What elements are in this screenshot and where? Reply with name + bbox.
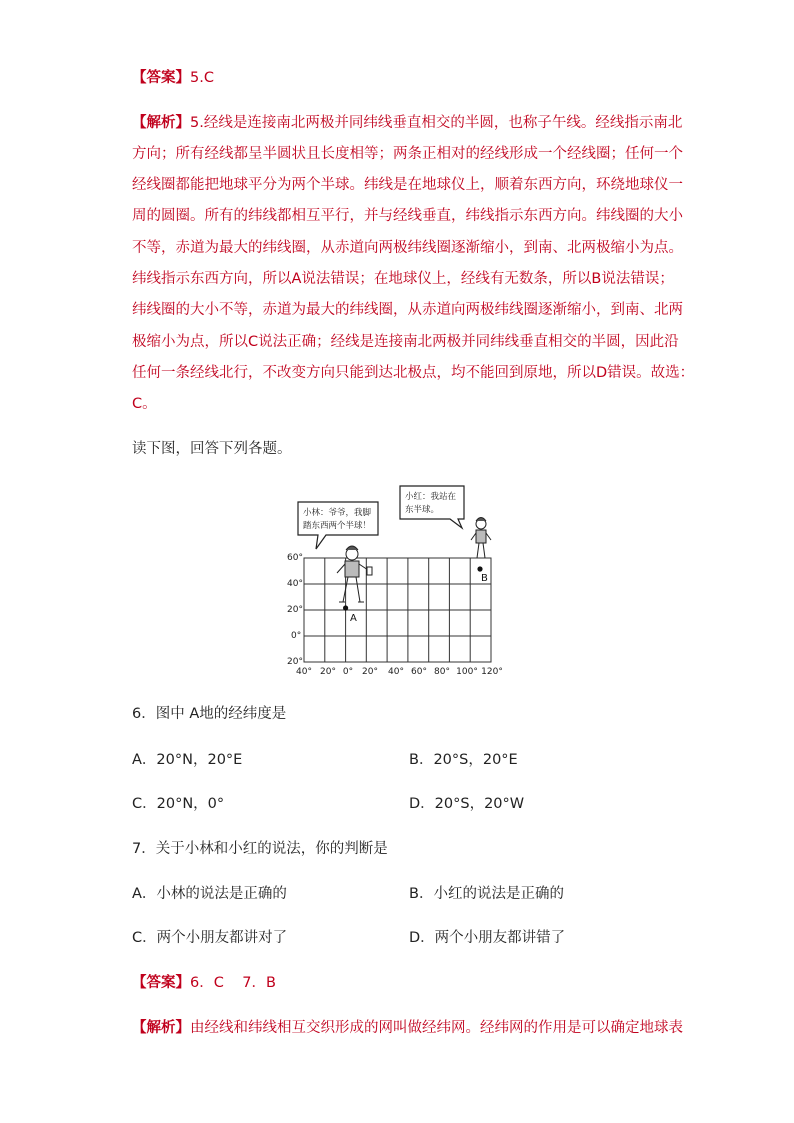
point-b-dot bbox=[477, 566, 482, 571]
q6-option-d[interactable]: D．20°S，20°W bbox=[409, 796, 525, 812]
q7-option-c[interactable]: C．两个小朋友都讲对了 bbox=[132, 930, 288, 946]
analysis-line-3: 周的圆圈。所有的纬线都相互平行，并与经线垂直，纬线指示东西方向。纬线圈的大小 bbox=[132, 208, 683, 224]
analysis-line-6: 纬线圈的大小不等，赤道为最大的纬线圈，从赤道向两极纬线圈逐渐缩小，到南、北两 bbox=[132, 302, 683, 318]
q7-option-d[interactable]: D．两个小朋友都讲错了 bbox=[409, 930, 566, 946]
analysis-tag: 【解析】 bbox=[132, 115, 190, 131]
analysis-line-7: 极缩小为点，所以C说法正确；经线是连接南北两极并同纬线垂直相交的半圆，因此沿 bbox=[132, 334, 679, 350]
analysis-line-8: 任何一条经线北行，不改变方向只能到达北极点，均不能回到原地，所以D错误。故选： bbox=[132, 365, 695, 381]
answer-text: 5.C bbox=[190, 70, 214, 86]
lat-label-20s: 20° bbox=[287, 657, 303, 667]
analysis2-line bbox=[132, 1016, 683, 1037]
point-b-label: B bbox=[481, 573, 488, 584]
analysis-line-9: C。 bbox=[132, 396, 157, 412]
q6-option-b[interactable]: B．20°S，20°E bbox=[409, 752, 518, 768]
q7-stem: 7．关于小林和小红的说法，你的判断是 bbox=[132, 841, 388, 857]
reading-prompt: 读下图，回答下列各题。 bbox=[132, 441, 292, 457]
analysis-line-2: 经线圈都能把地球平分为两个半球。纬线是在地球仪上，顺着东西方向，环绕地球仪一 bbox=[132, 177, 683, 193]
analysis2-tag: 【解析】 bbox=[132, 1020, 190, 1036]
lat-label-20n: 20° bbox=[287, 605, 303, 615]
lon-label-80e: 80° bbox=[434, 667, 450, 677]
bubble-lin-text-2: 踏东西两个半球！ bbox=[303, 521, 372, 531]
analysis-line-5: 纬线指示东西方向，所以A说法错误；在地球仪上，经线有无数条，所以B说法错误； bbox=[132, 271, 674, 287]
q6-stem: 6．图中 A地的经纬度是 bbox=[132, 706, 287, 722]
kid-hong-figure bbox=[471, 518, 491, 559]
lon-label-20w: 20° bbox=[320, 667, 336, 677]
analysis-line-1: 方向；所有经线都呈半圆状且长度相等；两条正相对的经线形成一个经线圈；任何一个 bbox=[132, 146, 683, 162]
analysis2-text: 由经线和纬线相互交织形成的网叫做经纬网。经纬网的作用是可以确定地球表 bbox=[190, 1020, 683, 1036]
grid-lines bbox=[304, 558, 491, 662]
lat-label-60: 60° bbox=[287, 553, 303, 563]
point-a-dot bbox=[343, 605, 348, 610]
q6-option-c[interactable]: C．20°N，0° bbox=[132, 796, 225, 812]
lon-label-100e: 100° bbox=[456, 667, 478, 677]
lon-label-40e: 40° bbox=[388, 667, 404, 677]
lon-label-20e: 20° bbox=[362, 667, 378, 677]
answer2-tag: 【答案】 bbox=[132, 975, 190, 991]
lon-label-40w: 40° bbox=[296, 667, 312, 677]
answer-tag: 【答案】 bbox=[132, 70, 190, 86]
q7-option-b[interactable]: B．小红的说法是正确的 bbox=[409, 886, 564, 902]
q7-option-a[interactable]: A．小林的说法是正确的 bbox=[132, 886, 287, 902]
point-a-label: A bbox=[350, 613, 357, 624]
analysis-line-0: 【解析】5.经线是连接南北两极并同纬线垂直相交的半圆，也称子午线。经线指示南北 bbox=[132, 115, 683, 131]
bubble-lin-text-1: 小林：爷爷，我脚 bbox=[303, 508, 372, 518]
latlong-grid-figure bbox=[282, 478, 512, 680]
lat-label-0: 0° bbox=[291, 631, 302, 641]
answer-line-1 bbox=[132, 66, 214, 87]
lat-label-40: 40° bbox=[287, 579, 303, 589]
q6-option-a[interactable]: A．20°N，20°E bbox=[132, 752, 243, 768]
lon-label-120e: 120° bbox=[481, 667, 503, 677]
bubble-hong-text-2: 东半球。 bbox=[405, 505, 440, 515]
lon-label-0: 0° bbox=[342, 667, 354, 677]
bubble-hong-text-1: 小红：我站在 bbox=[405, 492, 457, 502]
lon-label-60e: 60° bbox=[411, 667, 427, 677]
analysis-line-4: 不等，赤道为最大的纬线圈，从赤道向两极纬线圈逐渐缩小，到南、北两极缩小为点。 bbox=[132, 240, 683, 256]
answer2-text: 6．C 7．B bbox=[190, 975, 276, 991]
answer-line-2 bbox=[132, 971, 276, 992]
